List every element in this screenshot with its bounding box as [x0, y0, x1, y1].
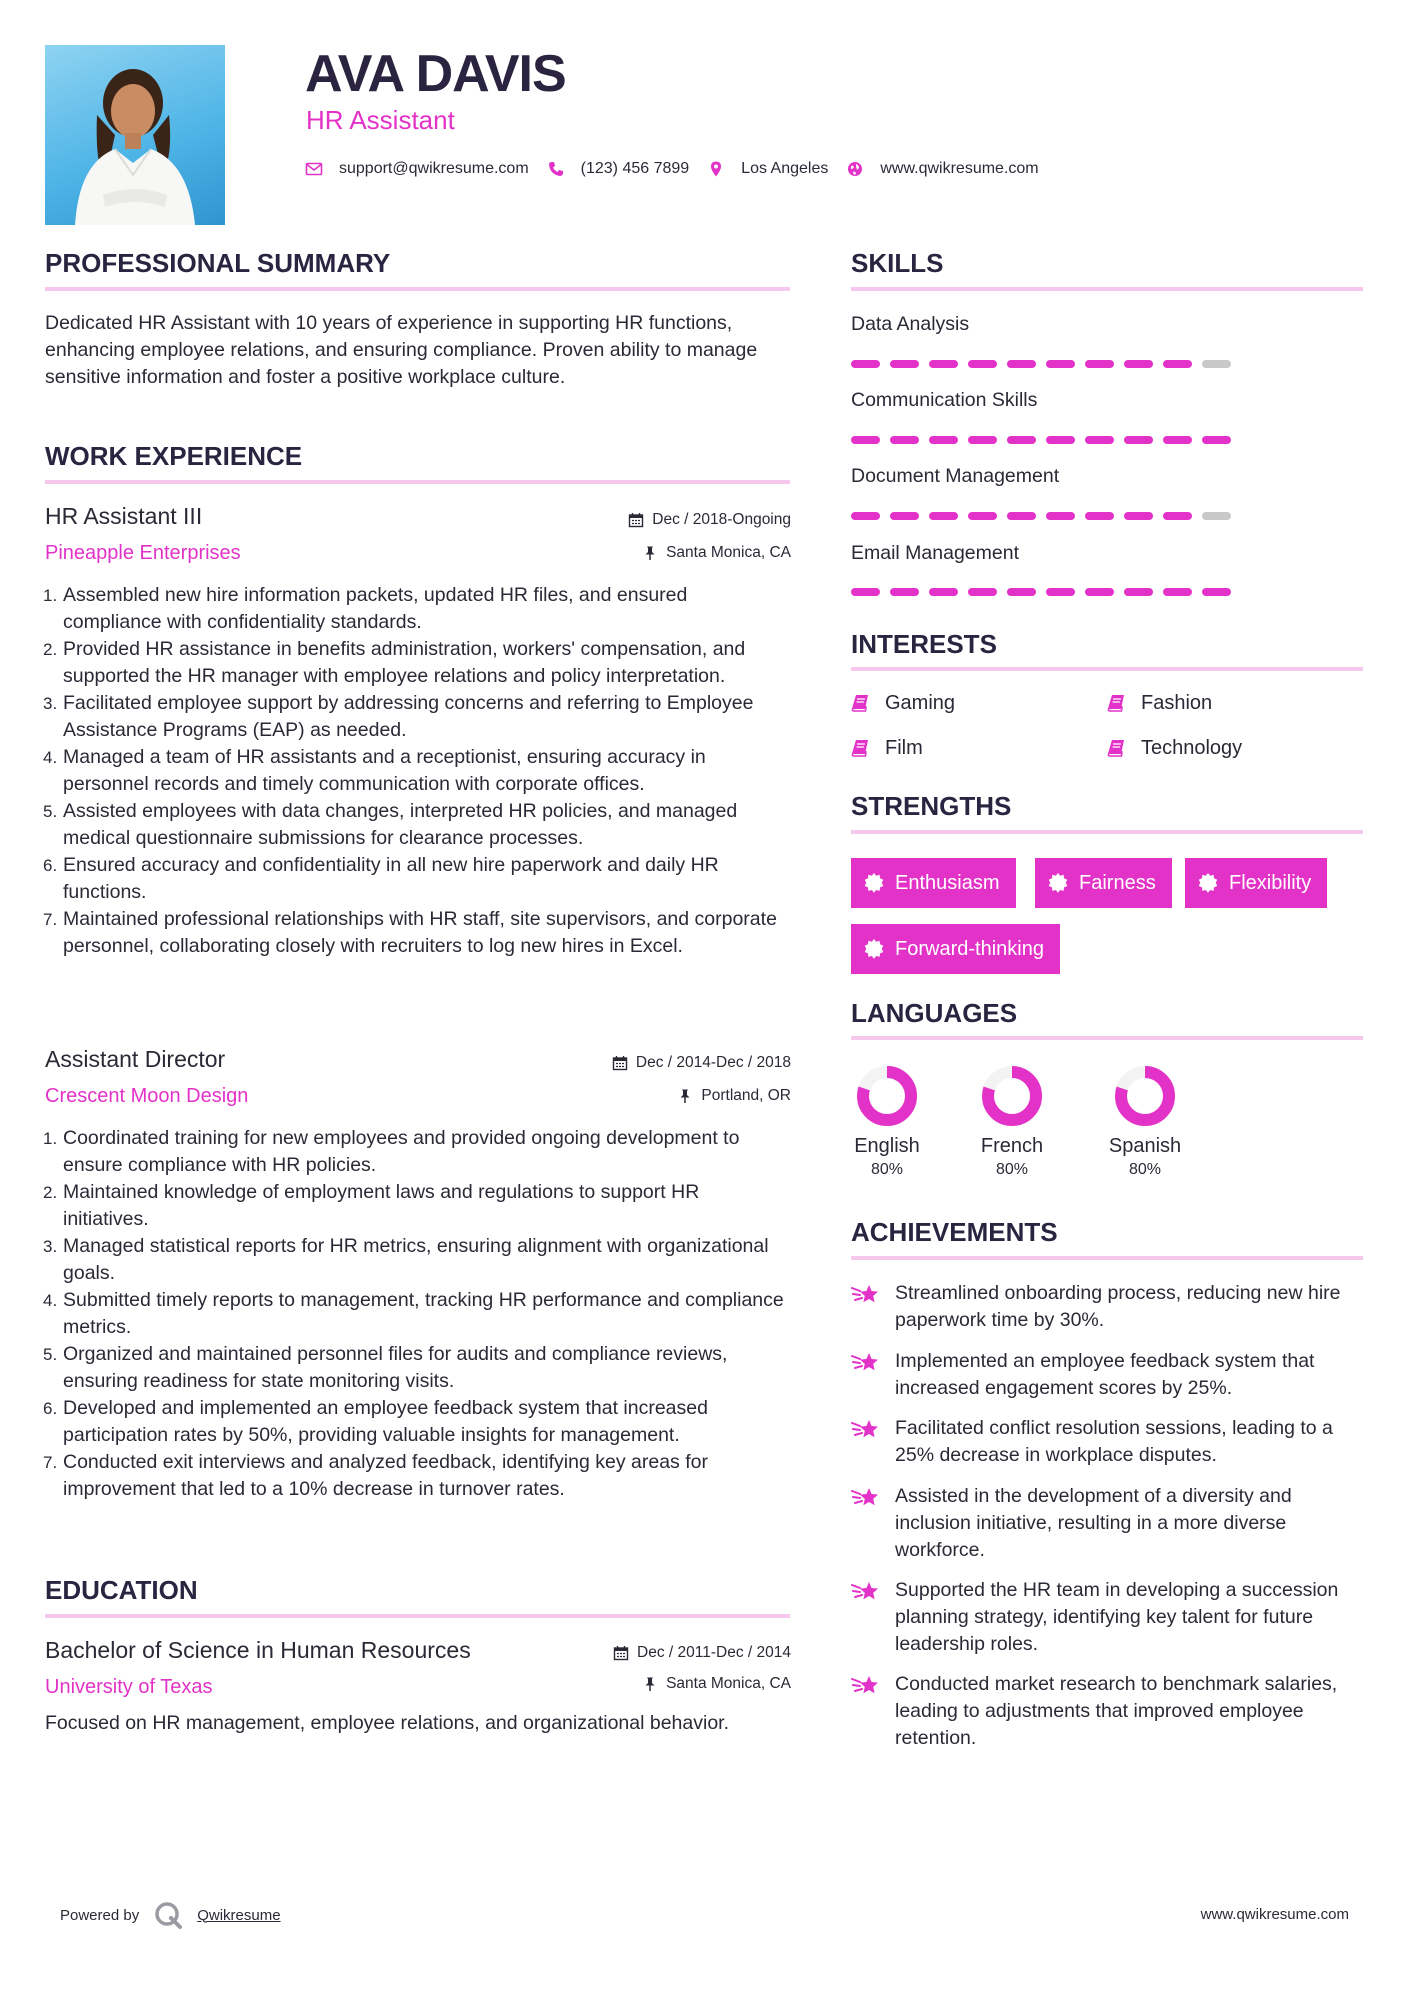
duty-item — [45, 582, 790, 636]
skill-dash-filled — [890, 360, 919, 368]
skill-dash-filled — [1124, 588, 1153, 596]
strength-badge — [851, 858, 1016, 908]
achievement-item — [851, 1415, 1371, 1469]
skill-dash-filled — [1046, 588, 1075, 596]
interest-label: Fashion — [1141, 692, 1213, 714]
education-dates-text: Dec / 2011-Dec / 2014 — [637, 1644, 791, 1661]
duty-number: 1. — [43, 1129, 58, 1148]
skill-dash-filled — [968, 360, 997, 368]
languages-heading: LANGUAGES — [851, 998, 1018, 1028]
footer-branding — [60, 1900, 281, 1930]
job-dates-text: Dec / 2014-Dec / 2018 — [635, 1054, 791, 1071]
contact-website-text: www.qwikresume.com — [880, 160, 1039, 177]
job-location — [677, 1086, 791, 1106]
language-ring — [980, 1064, 1044, 1128]
education-divider — [45, 1614, 790, 1618]
duty-item — [45, 1125, 790, 1179]
strength-badge — [1035, 858, 1172, 908]
shooting-star-icon — [851, 1280, 881, 1310]
duty-text: Coordinated training for new employees and provided ongoing development to ensure compliance with HR policies. — [63, 1127, 740, 1176]
skill-dash-filled — [1007, 360, 1036, 368]
duty-text: Conducted exit interviews and analyzed feedback, identifying key areas for improvement that led to a 10% decrease in turnover rates. — [63, 1451, 708, 1500]
interest-item — [1107, 735, 1242, 761]
skill-dash-filled — [1202, 588, 1231, 596]
job-title: Assistant Director — [45, 1046, 226, 1072]
skill-dash-filled — [851, 360, 880, 368]
skill-name: Communication Skills — [851, 389, 1038, 411]
pushpin-icon — [677, 1088, 693, 1104]
job-company: Crescent Moon Design — [45, 1085, 249, 1107]
duty-text: Assisted employees with data changes, interpreted HR policies, and managed medical questionnaire submissions for clearance processes. — [63, 800, 738, 849]
globe-icon — [846, 160, 864, 178]
language-name: French — [980, 1135, 1044, 1157]
duty-text: Provided HR assistance in benefits administration, workers' compensation, and supported the HR manager with employee relations and policy interpretation. — [63, 638, 746, 687]
skill-name: Email Management — [851, 542, 1019, 564]
duty-number: 7. — [43, 1453, 58, 1472]
strength-badge — [851, 924, 1060, 974]
achievement-text: Streamlined onboarding process, reducing new hire paperwork time by 30%. — [895, 1282, 1341, 1331]
duty-text: Ensured accuracy and confidentiality in all new hire paperwork and daily HR functions. — [63, 854, 719, 903]
skill-meter — [851, 436, 1241, 444]
skill-dash-filled — [1163, 588, 1192, 596]
job-dates — [612, 1053, 791, 1073]
duty-item — [45, 636, 790, 690]
duty-number: 4. — [43, 748, 58, 767]
achievement-text: Assisted in the development of a diversity and inclusion initiative, resulting in a more diverse workforce. — [895, 1485, 1292, 1561]
education-degree: Bachelor of Science in Human Resources — [45, 1637, 471, 1663]
duty-number: 5. — [43, 1345, 58, 1364]
education-location-text: Santa Monica, CA — [666, 1675, 791, 1692]
skill-dash-filled — [1085, 512, 1114, 520]
qwikresume-logo-icon — [153, 1900, 183, 1930]
interest-label: Gaming — [885, 692, 956, 714]
language-name: English — [854, 1135, 920, 1157]
shooting-star-icon — [851, 1415, 881, 1445]
badge-icon — [1197, 872, 1219, 894]
duty-text: Organized and maintained personnel files for audits and compliance reviews, ensuring readiness for state monitoring visits. — [63, 1343, 728, 1392]
skill-dash-filled — [929, 512, 958, 520]
duty-text: Maintained professional relationships with HR staff, site supervisors, and corporate personnel, collaborating closely with recruiters to log new hires in Excel. — [63, 908, 777, 957]
skill-dash-filled — [929, 360, 958, 368]
profile-photo — [45, 45, 225, 225]
skill-name: Document Management — [851, 465, 1060, 487]
contact-website[interactable] — [846, 160, 1038, 178]
skill-dash-filled — [1046, 436, 1075, 444]
shooting-star-icon — [851, 1348, 881, 1378]
interest-label: Technology — [1141, 737, 1243, 759]
skills-heading: SKILLS — [851, 248, 944, 278]
skill-dash-filled — [1046, 512, 1075, 520]
experience-heading: WORK EXPERIENCE — [45, 441, 303, 471]
language-item — [1090, 1064, 1200, 1180]
job-dates-text: Dec / 2018-Ongoing — [652, 511, 791, 528]
duty-item — [45, 744, 790, 798]
contact-bar — [305, 158, 1057, 180]
duty-item — [45, 1179, 790, 1233]
duty-number: 7. — [43, 910, 58, 929]
language-level: 80% — [1128, 1161, 1162, 1178]
skill-dash-filled — [1085, 588, 1114, 596]
badge-icon — [863, 938, 885, 960]
experience-divider — [45, 480, 790, 484]
duty-text: Assembled new hire information packets, updated HR files, and ensured compliance with confidentiality standards. — [63, 584, 688, 633]
skill-dash-filled — [1007, 512, 1036, 520]
skill-dash-filled — [1163, 360, 1192, 368]
skill-meter — [851, 588, 1241, 596]
book-icon — [851, 738, 871, 758]
strength-label: Fairness — [1079, 871, 1156, 894]
strengths-heading: STRENGTHS — [851, 791, 1012, 821]
achievement-item — [851, 1348, 1371, 1402]
job-dates — [628, 510, 791, 530]
interest-item — [851, 690, 955, 716]
qwikresume-link[interactable]: Qwikresume — [197, 1906, 281, 1924]
skill-dash-filled — [1163, 512, 1192, 520]
skill-dash-filled — [851, 512, 880, 520]
skill-dash-filled — [890, 588, 919, 596]
duty-item — [45, 1233, 790, 1287]
strength-badge — [1185, 858, 1327, 908]
skill-dash-empty — [1202, 512, 1231, 520]
contact-email[interactable] — [305, 160, 529, 178]
skill-meter — [851, 512, 1241, 520]
calendar-icon — [613, 1645, 629, 1661]
language-ring — [855, 1064, 919, 1128]
summary-heading: PROFESSIONAL SUMMARY — [45, 248, 391, 278]
job-location — [642, 543, 791, 563]
contact-location — [707, 160, 828, 178]
skill-name: Data Analysis — [851, 313, 970, 335]
contact-phone-text: (123) 456 7899 — [580, 160, 690, 177]
skill-dash-filled — [1007, 436, 1036, 444]
strengths-divider — [851, 830, 1363, 834]
achievement-text: Supported the HR team in developing a succession planning strategy, identifying key talent for future leadership roles. — [895, 1579, 1339, 1655]
duty-number: 1. — [43, 586, 58, 605]
duty-item — [45, 690, 790, 744]
job-location-text: Portland, OR — [701, 1087, 791, 1104]
interest-label: Film — [885, 737, 923, 759]
summary-divider — [45, 287, 790, 291]
map-pin-icon — [707, 160, 725, 178]
education-school: University of Texas — [45, 1676, 213, 1698]
skill-dash-filled — [1085, 360, 1114, 368]
shooting-star-icon — [851, 1577, 881, 1607]
skill-dash-filled — [968, 436, 997, 444]
book-icon — [1107, 738, 1127, 758]
contact-email-text: support@qwikresume.com — [339, 160, 529, 177]
achievement-text: Implemented an employee feedback system that increased engagement scores by 25%. — [895, 1350, 1315, 1399]
interests-heading: INTERESTS — [851, 629, 997, 659]
education-heading: EDUCATION — [45, 1575, 198, 1605]
duty-text: Managed statistical reports for HR metrics, ensuring alignment with organizational goals. — [63, 1235, 769, 1284]
skill-dash-filled — [1124, 512, 1153, 520]
duty-number: 6. — [43, 1399, 58, 1418]
contact-phone[interactable] — [547, 160, 690, 178]
strength-label: Enthusiasm — [895, 871, 1000, 894]
achievement-text: Conducted market research to benchmark salaries, leading to adjustments that improved employee retention. — [895, 1673, 1338, 1749]
duty-text: Submitted timely reports to management, tracking HR performance and compliance metrics. — [63, 1289, 784, 1338]
strength-label: Forward-thinking — [895, 937, 1044, 960]
skill-dash-filled — [1124, 436, 1153, 444]
duty-number: 6. — [43, 856, 58, 875]
language-level: 80% — [995, 1161, 1029, 1178]
calendar-icon — [612, 1055, 628, 1071]
duty-number: 5. — [43, 802, 58, 821]
language-item — [832, 1064, 942, 1180]
achievements-heading: ACHIEVEMENTS — [851, 1217, 1058, 1247]
shooting-star-icon — [851, 1483, 881, 1513]
education-description: Focused on HR management, employee relations, and organizational behavior. — [45, 1712, 729, 1734]
education-dates — [613, 1643, 791, 1663]
duty-item — [45, 1449, 790, 1503]
job-duties-list — [45, 1125, 790, 1503]
achievements-divider — [851, 1256, 1363, 1260]
candidate-title: HR Assistant — [306, 105, 455, 135]
skill-dash-filled — [968, 588, 997, 596]
calendar-icon — [628, 512, 644, 528]
skill-dash-filled — [1202, 436, 1231, 444]
skill-dash-filled — [1085, 436, 1114, 444]
language-name: Spanish — [1108, 1135, 1182, 1157]
badge-icon — [1047, 872, 1069, 894]
duty-item — [45, 1287, 790, 1341]
summary-text: Dedicated HR Assistant with 10 years of experience in supporting HR functions, enhancing employee relations, and ensuring compliance. Proven ability to manage sensitive information and foster a positive workplace culture. — [45, 312, 758, 388]
interest-item — [1107, 690, 1212, 716]
candidate-name: AVA DAVIS — [305, 45, 566, 103]
duty-item — [45, 906, 790, 960]
job-duties-list — [45, 582, 790, 960]
footer-website[interactable]: www.qwikresume.com — [1200, 1906, 1349, 1923]
duty-item — [45, 1341, 790, 1395]
duty-number: 4. — [43, 1291, 58, 1310]
book-icon — [851, 693, 871, 713]
book-icon — [1107, 693, 1127, 713]
job-company: Pineapple Enterprises — [45, 542, 241, 564]
job-location-text: Santa Monica, CA — [666, 544, 791, 561]
skill-dash-filled — [1163, 436, 1192, 444]
pushpin-icon — [642, 1676, 658, 1692]
duty-item — [45, 852, 790, 906]
achievement-item — [851, 1483, 1371, 1564]
skill-dash-filled — [929, 436, 958, 444]
achievement-text: Facilitated conflict resolution sessions, leading to a 25% decrease in workplace disputes. — [895, 1417, 1333, 1466]
skill-dash-filled — [1007, 588, 1036, 596]
duty-number: 3. — [43, 694, 58, 713]
skill-dash-filled — [890, 512, 919, 520]
duty-number: 2. — [43, 1183, 58, 1202]
skill-dash-filled — [851, 436, 880, 444]
contact-location-text: Los Angeles — [741, 160, 829, 177]
interests-divider — [851, 667, 1363, 671]
job-title: HR Assistant III — [45, 503, 203, 529]
education-location — [642, 1674, 791, 1694]
pushpin-icon — [642, 545, 658, 561]
skill-dash-filled — [968, 512, 997, 520]
badge-icon — [863, 872, 885, 894]
powered-by-label: Powered by — [60, 1906, 140, 1924]
achievement-item — [851, 1577, 1371, 1658]
duty-item — [45, 1395, 790, 1449]
phone-icon — [547, 160, 565, 178]
skill-dash-filled — [1046, 360, 1075, 368]
duty-text: Developed and implemented an employee feedback system that increased participation rates by 50%, providing valuable insights for management. — [63, 1397, 708, 1446]
duty-text: Managed a team of HR assistants and a receptionist, ensuring accuracy in personnel records and timely communication with corporate offices. — [63, 746, 706, 795]
skill-dash-empty — [1202, 360, 1231, 368]
duty-text: Maintained knowledge of employment laws and regulations to support HR initiatives. — [63, 1181, 700, 1230]
duty-text: Facilitated employee support by addressing concerns and referring to Employee Assistance Programs (EAP) as needed. — [63, 692, 754, 741]
skills-divider — [851, 287, 1363, 291]
skill-dash-filled — [929, 588, 958, 596]
language-item — [957, 1064, 1067, 1180]
skill-dash-filled — [890, 436, 919, 444]
duty-number: 3. — [43, 1237, 58, 1256]
duty-item — [45, 798, 790, 852]
duty-number: 2. — [43, 640, 58, 659]
languages-divider — [851, 1036, 1363, 1040]
language-ring — [1113, 1064, 1177, 1128]
envelope-icon — [305, 160, 323, 178]
shooting-star-icon — [851, 1671, 881, 1701]
achievement-item — [851, 1671, 1371, 1752]
interest-item — [851, 735, 923, 761]
language-level: 80% — [870, 1161, 904, 1178]
skill-dash-filled — [1124, 360, 1153, 368]
strength-label: Flexibility — [1229, 871, 1312, 894]
skill-meter — [851, 360, 1241, 368]
achievement-item — [851, 1280, 1371, 1334]
skill-dash-filled — [851, 588, 880, 596]
